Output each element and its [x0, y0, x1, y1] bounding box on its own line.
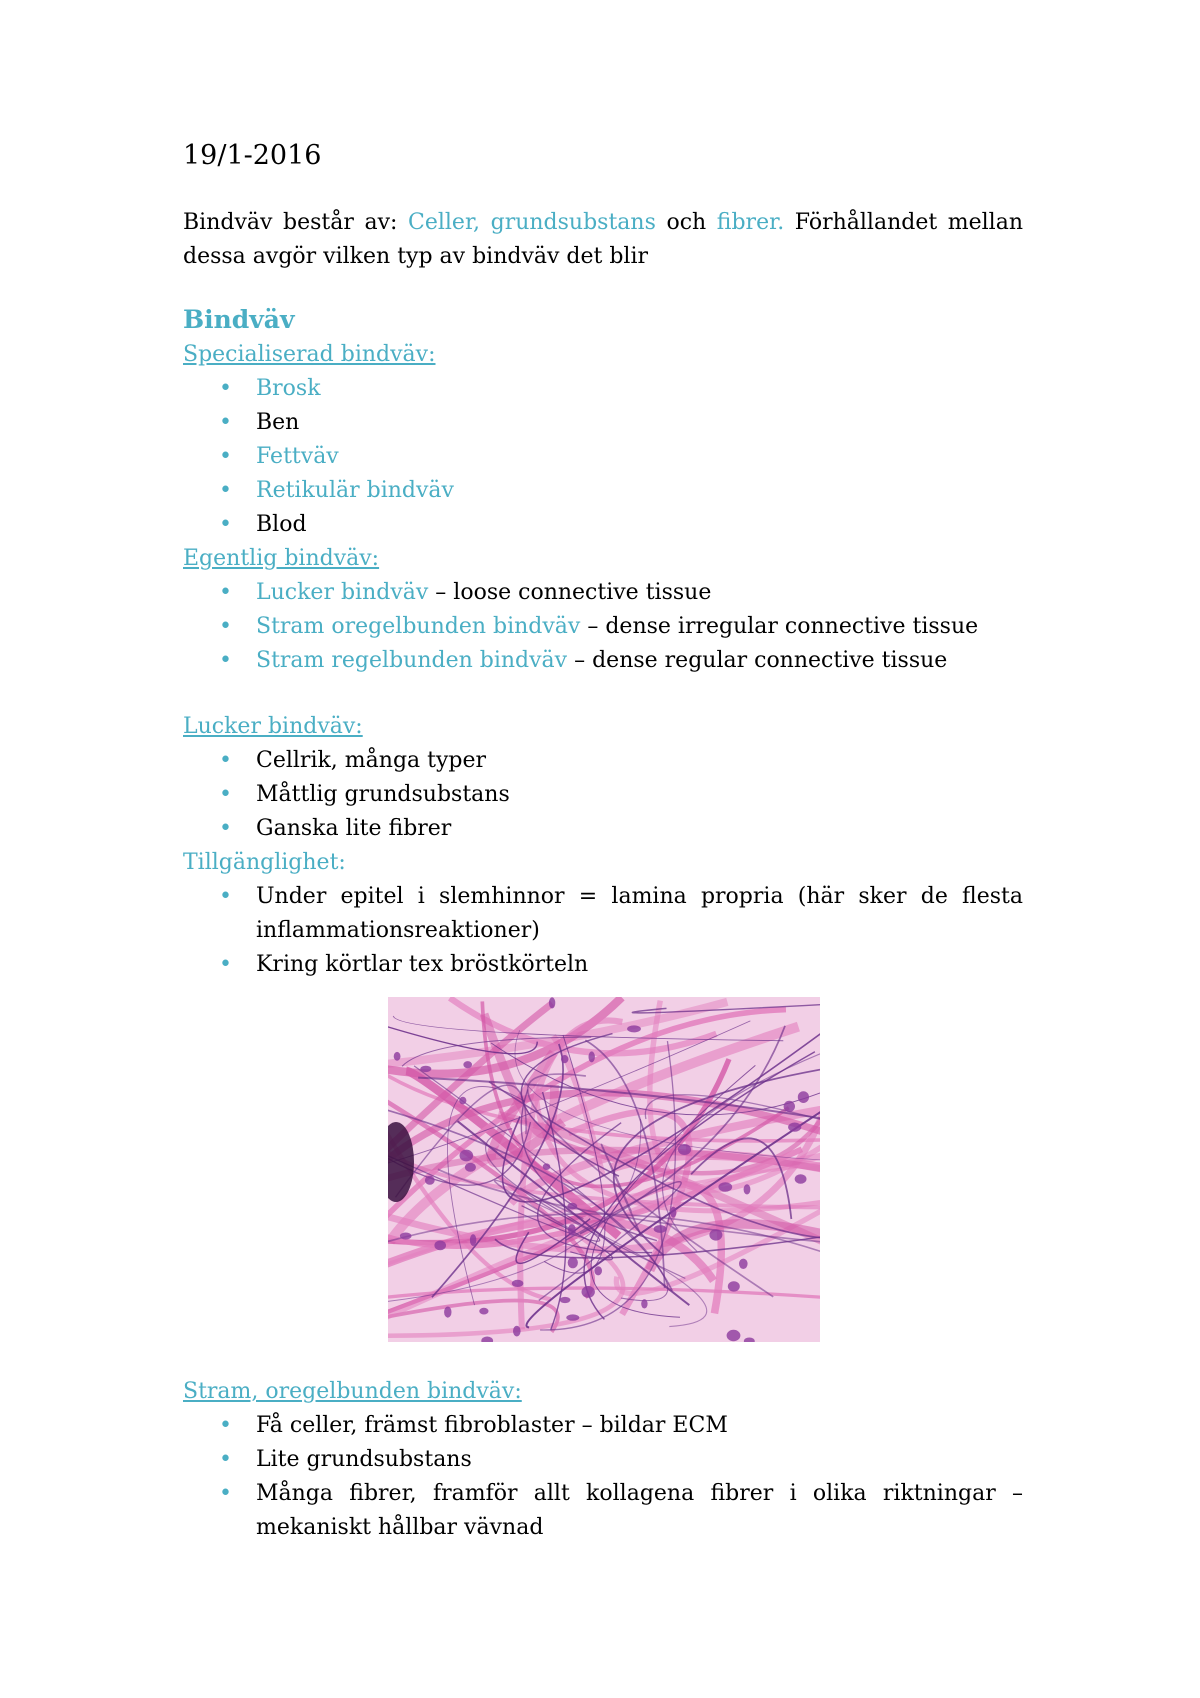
item-sv: Lucker bindväv [256, 580, 429, 605]
heading-availability: Tillgänglighet: [183, 850, 346, 875]
item-fettvav: Fettväv [256, 444, 339, 469]
cell-nucleus [795, 1174, 807, 1184]
dense-irregular-list [183, 1409, 1023, 1545]
cell-nucleus [709, 1229, 722, 1240]
item-en: – dense irregular connective tissue [580, 614, 979, 639]
availability-list [183, 880, 1023, 982]
cell-nucleus [568, 1257, 578, 1268]
cell-nucleus [561, 1055, 568, 1063]
list-item [183, 948, 1023, 982]
cell-nucleus [727, 1330, 741, 1341]
item-text: Lite grundsubstans [256, 1447, 472, 1472]
cell-nucleus [670, 1207, 676, 1218]
specialized-list [183, 372, 1023, 542]
loose-list [183, 744, 1023, 846]
cell-nucleus [560, 1297, 571, 1303]
cell-nucleus [589, 1051, 595, 1062]
cell-nucleus [566, 1314, 579, 1320]
list-item [183, 812, 1023, 846]
bullet-icon: • [219, 376, 232, 401]
list-item [183, 610, 1023, 644]
bullet-icon: • [219, 748, 232, 773]
bullet-icon: • [219, 816, 232, 841]
bullet-icon: • [219, 648, 232, 673]
item-retikular: Retikulär bindväv [256, 478, 454, 503]
cell-nucleus [444, 1307, 451, 1318]
item-en: – dense regular connective tissue [567, 648, 948, 673]
bullet-icon: • [219, 614, 232, 639]
list-item [183, 474, 1023, 508]
cell-nucleus [400, 1233, 412, 1240]
cell-nucleus [567, 1203, 577, 1210]
item-text: Måttlig grundsubstans [256, 782, 510, 807]
bullet-icon: • [219, 1447, 232, 1472]
cell-nucleus [739, 1259, 748, 1269]
list-item [183, 778, 1023, 812]
bullet-icon: • [219, 782, 232, 807]
list-item [183, 744, 1023, 778]
cell-nucleus [470, 1234, 476, 1246]
heading-loose[interactable]: Lucker bindväv: [183, 714, 363, 739]
bullet-icon: • [219, 410, 232, 435]
cell-nucleus [582, 1286, 595, 1298]
intro-paragraph [183, 206, 1023, 274]
bullet-icon: • [219, 580, 232, 605]
cell-nucleus [641, 1299, 647, 1308]
bullet-icon: • [219, 478, 232, 503]
cell-nucleus [594, 1266, 602, 1275]
cell-nucleus [425, 1176, 435, 1185]
list-item [183, 1409, 1023, 1443]
micrograph-image [388, 997, 820, 1342]
bullet-icon: • [219, 444, 232, 469]
cell-nucleus [465, 1163, 476, 1172]
intro-text-2: och [655, 210, 717, 235]
item-text: Ganska lite fibrer [256, 816, 452, 841]
list-item [183, 1477, 1023, 1545]
dense-irregular-section [183, 1375, 1023, 1545]
list-item [183, 508, 1023, 542]
cell-nucleus [479, 1308, 488, 1315]
bullet-icon: • [219, 1481, 232, 1506]
list-item [183, 644, 1023, 678]
cell-nucleus [654, 1225, 667, 1233]
intro-text-1: Bindväv består av: [183, 210, 408, 235]
document-page [183, 138, 1023, 982]
list-item [183, 372, 1023, 406]
item-sv: Stram regelbunden bindväv [256, 648, 568, 673]
cell-nucleus [627, 1025, 641, 1032]
cell-nucleus [513, 1326, 521, 1337]
heading-dense-irregular[interactable]: Stram, oregelbunden bindväv: [183, 1379, 522, 1404]
cell-nucleus [798, 1091, 809, 1103]
cell-nucleus [420, 1066, 431, 1072]
item-text: Cellrik, många typer [256, 748, 487, 773]
cell-nucleus [728, 1281, 740, 1291]
cell-nucleus [463, 1061, 472, 1068]
cell-nucleus [543, 1163, 551, 1170]
cell-nucleus [718, 1182, 732, 1191]
cell-nucleus [460, 1150, 474, 1162]
item-ben: Ben [256, 410, 300, 435]
document-date: 19/1-2016 [183, 140, 322, 171]
bullet-icon: • [219, 512, 232, 537]
heading-bindvav: Bindväv [183, 305, 295, 334]
item-sv: Stram oregelbunden bindväv [256, 614, 581, 639]
cell-nucleus [434, 1241, 446, 1251]
cell-nucleus [678, 1144, 691, 1155]
intro-highlight-cells: Celler, grundsubstans [408, 210, 656, 235]
spacer [183, 678, 1023, 710]
bullet-icon: • [219, 1413, 232, 1438]
cell-nucleus [744, 1184, 751, 1194]
bullet-icon: • [219, 884, 232, 909]
item-blod: Blod [256, 512, 307, 537]
list-item [183, 440, 1023, 474]
cell-nucleus [549, 997, 555, 1008]
heading-proper[interactable]: Egentlig bindväv: [183, 546, 380, 571]
item-en: – loose connective tissue [428, 580, 712, 605]
list-item [183, 406, 1023, 440]
bullet-icon: • [219, 952, 232, 977]
item-text: Kring körtlar tex bröstkörteln [256, 952, 589, 977]
histology-micrograph [388, 997, 820, 1342]
cell-nucleus [459, 1097, 466, 1105]
cell-nucleus [512, 1280, 524, 1287]
list-item [183, 880, 1023, 948]
cell-nucleus [784, 1101, 795, 1112]
item-text: Få celler, främst fibroblaster – bildar ECM [256, 1413, 728, 1438]
cell-nucleus [568, 1224, 576, 1236]
item-text: Under epitel i slemhinnor = lamina propria (här sker de flesta inflammationsreaktioner) [256, 884, 1023, 943]
list-item [183, 576, 1023, 610]
list-item [183, 1443, 1023, 1477]
cell-nucleus [788, 1123, 801, 1132]
intro-text-3: Förhållandet mellan dessa avgör vilken typ av bindväv det blir [183, 210, 1023, 269]
item-brosk: Brosk [256, 376, 321, 401]
proper-list [183, 576, 1023, 678]
heading-specialized[interactable]: Specialiserad bindväv: [183, 342, 436, 367]
intro-highlight-fibers: fibrer. [716, 210, 785, 235]
cell-nucleus [394, 1052, 401, 1061]
item-text: Många fibrer, framför allt kollagena fibrer i olika riktningar – mekaniskt hållbar vävnad [256, 1481, 1023, 1540]
